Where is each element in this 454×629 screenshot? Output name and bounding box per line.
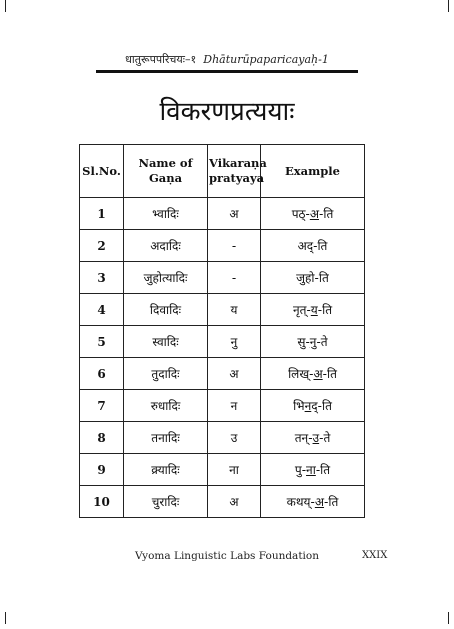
cell-example (261, 262, 365, 294)
example-part: -ति (324, 495, 339, 509)
cell-gana: दिवादिः (124, 294, 208, 326)
example-part: -ते (319, 431, 331, 445)
example-part: कथय्- (286, 495, 315, 509)
cell-gana: स्वादिः (124, 326, 208, 358)
cell-example (261, 198, 365, 230)
cell-vikarana: उ (208, 422, 261, 454)
cell-slno: 3 (80, 262, 124, 294)
table-row (80, 422, 365, 454)
example-affix: न (304, 399, 312, 413)
example-part: पठ्- (291, 207, 310, 221)
example-affix: ना (306, 463, 316, 477)
example-part: नृत्- (292, 303, 311, 317)
cell-vikarana: अ (208, 358, 261, 390)
example-part: तन्- (294, 431, 313, 445)
example-part: पु- (294, 463, 307, 477)
example-part: द्-ति (311, 399, 332, 413)
col-header-vikarana (208, 145, 267, 198)
cell-gana: भ्वादिः (124, 198, 208, 230)
cell-gana: रुधादिः (124, 390, 208, 422)
cell-vikarana: ना (208, 454, 261, 486)
cell-vikarana: य (208, 294, 261, 326)
example-part: लिख्- (288, 367, 314, 381)
example-part: -ति (319, 207, 334, 221)
example-affix: अ (313, 367, 323, 381)
table-row (80, 294, 365, 326)
cell-example (261, 230, 365, 262)
cell-slno: 6 (80, 358, 124, 390)
cell-gana: तनादिः (124, 422, 208, 454)
crop-mark (5, 0, 6, 12)
cell-example (261, 422, 365, 454)
table-row (80, 358, 365, 390)
example-part: अद्-ति (297, 239, 328, 253)
cell-gana: क्र्यादिः (124, 454, 208, 486)
running-header (96, 52, 358, 67)
cell-gana: जुहोत्यादिः (124, 262, 208, 294)
footer-text: Vyoma Linguistic Labs Foundation (135, 550, 319, 562)
table-row (80, 230, 365, 262)
crop-mark (5, 612, 6, 624)
cell-vikarana: अ (208, 486, 261, 518)
example-part: -ति (315, 463, 331, 477)
cell-vikarana: नु (208, 326, 261, 358)
table-row (80, 198, 365, 230)
page-title: विकरणप्रत्ययाः (159, 97, 295, 127)
col-header-gana (124, 145, 208, 198)
example-part: भि (293, 399, 305, 413)
cell-example (261, 358, 365, 390)
cell-slno: 10 (80, 486, 124, 518)
table-row (80, 454, 365, 486)
cell-gana: अदादिः (124, 230, 208, 262)
cell-slno: 4 (80, 294, 124, 326)
example-part: -ते (316, 335, 328, 349)
cell-example (261, 486, 365, 518)
cell-slno: 1 (80, 198, 124, 230)
table-row (80, 390, 365, 422)
page-number: XXIX (362, 550, 388, 561)
header-roman: Dhāturūpaparicayaḥ-1 (203, 53, 329, 66)
cell-slno: 2 (80, 230, 124, 262)
cell-example (261, 454, 365, 486)
example-affix: उ (312, 431, 320, 445)
crop-mark (448, 0, 449, 12)
cell-gana: चुरादिः (124, 486, 208, 518)
cell-vikarana: अ (208, 198, 261, 230)
cell-gana: तुदादिः (124, 358, 208, 390)
table-header-row (80, 145, 365, 198)
col-header-gana-text: Name of Gaṇa (138, 156, 193, 185)
table-row (80, 486, 365, 518)
example-affix: अ (314, 495, 325, 509)
cell-vikarana: न (208, 390, 261, 422)
cell-slno: 5 (80, 326, 124, 358)
cell-slno: 9 (80, 454, 124, 486)
table-body (80, 198, 365, 518)
example-part: -ति (317, 303, 333, 317)
example-part: -ति (322, 367, 337, 381)
crop-mark (448, 612, 449, 624)
cell-vikarana: - (208, 262, 261, 294)
example-affix: नु (309, 335, 317, 349)
example-part: सु- (297, 335, 310, 349)
cell-example (261, 326, 365, 358)
header-devanagari: धातुरूपपरिचयः–१ (125, 53, 197, 66)
vikarana-table (79, 144, 365, 518)
cell-example (261, 294, 365, 326)
col-header-slno: Sl.No. (80, 145, 124, 198)
cell-slno: 7 (80, 390, 124, 422)
example-affix: य (310, 303, 318, 317)
col-header-vikarana-text: Vikaraṇa pratyaya (209, 156, 267, 185)
table-row (80, 262, 365, 294)
header-rule (96, 70, 358, 73)
example-affix: अ (309, 207, 319, 221)
example-part: जुहो-ति (296, 271, 329, 285)
cell-slno: 8 (80, 422, 124, 454)
table-row (80, 326, 365, 358)
cell-vikarana: - (208, 230, 261, 262)
cell-example (261, 390, 365, 422)
col-header-example: Example (261, 145, 365, 198)
